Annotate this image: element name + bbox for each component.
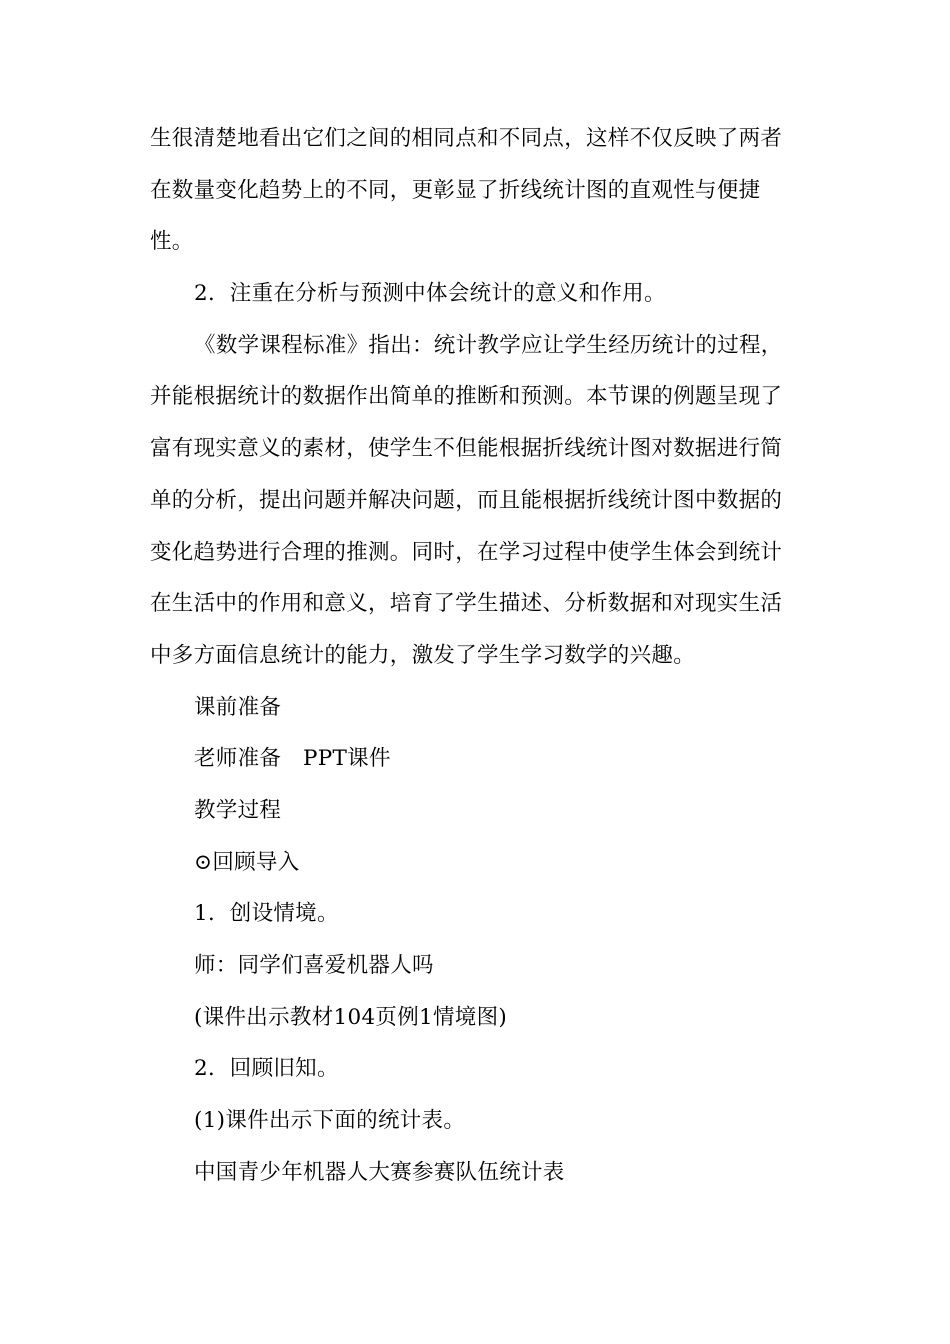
paragraph-line: 单的分析，提出问题并解决问题，而且能根据折线统计图中数据的 — [150, 487, 783, 513]
document-body — [150, 113, 802, 1198]
section-heading: 课前准备 — [194, 694, 282, 720]
paragraph-line: 性。 — [150, 229, 194, 255]
section-heading: 教学过程 — [194, 797, 282, 823]
list-item: 1．创设情境。 — [194, 901, 339, 927]
table-caption: 中国青少年机器人大赛参赛队伍统计表 — [194, 1159, 565, 1185]
list-item: (1)课件出示下面的统计表。 — [194, 1108, 466, 1134]
list-item: 2．回顾旧知。 — [194, 1056, 339, 1082]
section-heading: ⊙回顾导入 — [194, 849, 300, 875]
section-heading: 2．注重在分析与预测中体会统计的意义和作用。 — [194, 281, 666, 307]
paragraph-line: (课件出示教材104页例1情境图) — [194, 1004, 508, 1030]
paragraph-line: 变化趋势进行合理的推测。同时，在学习过程中使学生体会到统计 — [150, 539, 783, 565]
paragraph-line: 并能根据统计的数据作出简单的推断和预测。本节课的例题呈现了 — [150, 384, 783, 410]
paragraph-line: 老师准备 PPT课件 — [194, 746, 391, 772]
paragraph-line: 在数量变化趋势上的不同，更彰显了折线统计图的直观性与便捷 — [150, 177, 761, 203]
paragraph-line: 《数学课程标准》指出：统计教学应让学生经历统计的过程， — [194, 332, 783, 358]
paragraph-line: 师：同学们喜爱机器人吗 — [194, 953, 434, 978]
paragraph-line: 富有现实意义的素材，使学生不但能根据折线统计图对数据进行简 — [150, 436, 783, 462]
paragraph-line: 中多方面信息统计的能力，激发了学生学习数学的兴趣。 — [150, 642, 696, 668]
paragraph-line: 生很清楚地看出它们之间的相同点和不同点，这样不仅反映了两者 — [150, 126, 783, 151]
paragraph-line: 在生活中的作用和意义，培育了学生描述、分析数据和对现实生活 — [150, 591, 783, 617]
